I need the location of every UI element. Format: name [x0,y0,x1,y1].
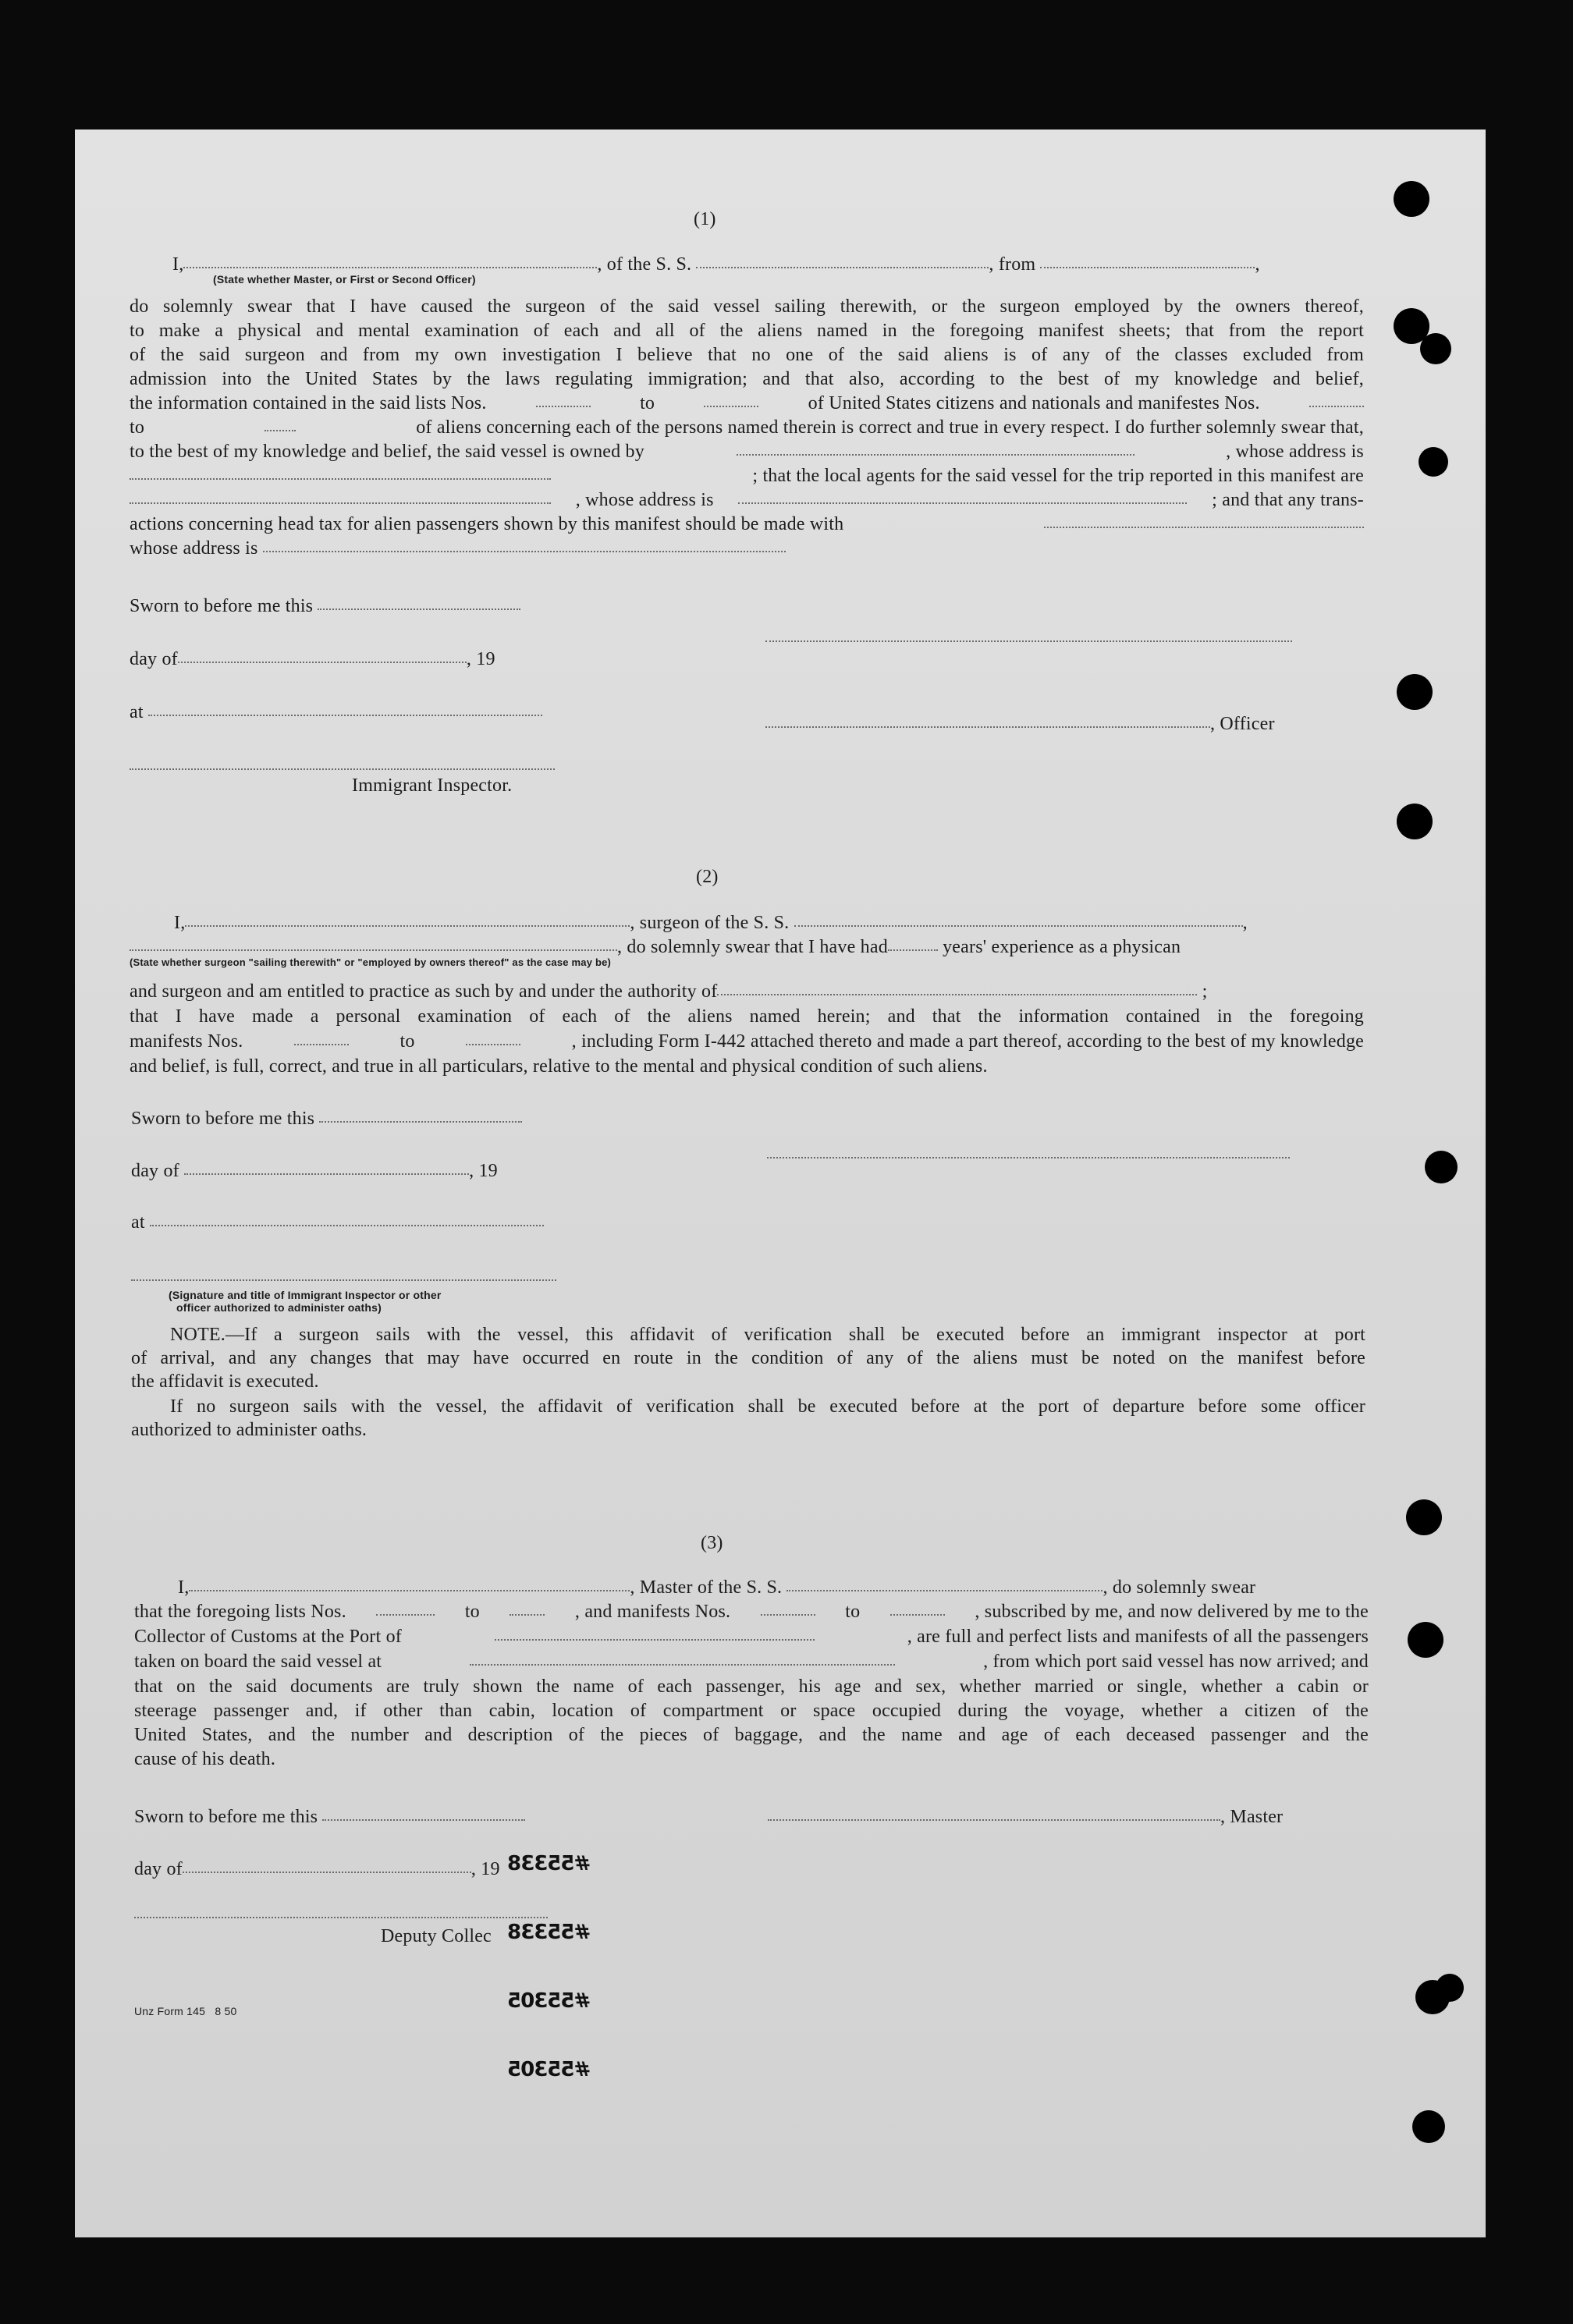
manifest-page [75,130,1486,2237]
day-field-1[interactable] [178,657,467,663]
body-line: do solemnly swear that I have caused the surgeon of the said vessel sailing therewith, or the surgeon employed by the owners thereof, [130,296,1364,317]
punch-hole [1419,447,1448,477]
inspector-signature-line-2[interactable] [131,1278,556,1281]
sworn-3: Sworn to before me this [134,1805,525,1829]
stamp-number: #55305 [508,1989,591,2013]
officer-name-field[interactable] [183,262,597,268]
body-line: that on the said documents are truly shown the name of each passenger, his age and sex, whether married or single, whether a cabin or [134,1676,1369,1697]
form-number: Unz Form 145 8 50 [134,2005,237,2017]
manifests-to-field-3[interactable] [890,1609,945,1616]
at-1: at [130,701,542,724]
body-line: United States, and the number and description of the pieces of baggage, and the name and age of each deceased passenger and the [134,1725,1369,1745]
master-vessel-field[interactable] [786,1585,1103,1591]
lists-to-field[interactable] [704,401,758,407]
years-field[interactable] [888,945,938,951]
surgeon-line: I, , surgeon of the S. S. , [174,913,1248,933]
punch-hole [1397,804,1433,839]
section-3-body [134,1675,1369,1771]
signature-note-1: (Signature and title of Immigrant Inspector or other [169,1289,442,1301]
manifests-to-field-2[interactable] [466,1039,520,1045]
authority-line: and surgeon and am entitled to practice as such by and under the authority of ; [130,981,1208,1002]
day-field-3[interactable] [183,1867,471,1873]
owner-field[interactable] [737,449,1134,456]
note-block [131,1323,1365,1442]
surgeon-name-field[interactable] [185,921,630,927]
deputy-collector-label: Deputy Collec [381,1926,492,1946]
aliens-line: to of aliens concerning each of the persons named therein is correct and true in every respect. I do further solemnly swear that, [130,417,1364,438]
surgeon-signature-line[interactable] [767,1155,1290,1158]
agents-field[interactable] [130,498,551,504]
punch-hole [1425,1151,1458,1183]
officer-field[interactable] [765,722,1210,728]
whose-address-line: whose address is [130,537,1364,560]
agents-address-line: , whose address is ; and that any trans- [130,488,1364,512]
stamp-number: #55338 [508,1921,591,1944]
lists-line: the information contained in the said lists Nos. to of United States citizens and nationals and manifestes Nos. [130,392,1364,415]
section-2-number: (2) [696,867,719,887]
master-signature-field[interactable] [768,1815,1220,1821]
lists-from-field[interactable] [536,401,591,407]
lists-to-field-3[interactable] [510,1609,545,1616]
head-tax-line: actions concerning head tax for alien passengers shown by this manifest should be made with [130,513,1364,536]
body-line: steerage passenger and, if other than cabin, location of compartment or space occupied during the voyage, whether a citizen of the [134,1701,1369,1721]
head-tax-field[interactable] [1044,522,1364,528]
sworn-date-field-1[interactable] [318,604,520,610]
authority-field[interactable] [717,989,1197,995]
manifests-from-field-3[interactable] [761,1609,815,1616]
punch-hole [1408,1622,1443,1658]
owner-line: to the best of my knowledge and belief, the said vessel is owned by , whose address is [130,442,1364,462]
section-3-number: (3) [701,1533,723,1553]
punch-hole [1397,674,1433,710]
lists-line-3: that the foregoing lists Nos. to , and manifests Nos. to , subscribed by me, and now delivered by me to the [134,1602,1369,1622]
punch-hole [1420,333,1451,364]
manifests-to-field[interactable] [265,425,296,431]
signature-note-2: officer authorized to administer oaths) [176,1301,382,1314]
day-field-2[interactable] [184,1169,469,1175]
surgeon-experience-line: , do solemnly swear that I have had years' experience as a physican [130,935,1181,959]
immigrant-inspector-label: Immigrant Inspector. [352,775,513,796]
surgeon-vessel-field[interactable] [794,921,1243,927]
note-line: authorized to administer oaths. [131,1420,368,1440]
sworn-2: Sworn to before me this [131,1107,522,1130]
owner-address-field[interactable] [130,474,551,480]
stamp-number: #55338 [508,1852,591,1875]
master-signature: , Master [768,1805,1283,1829]
body-line: admission into the United States by the laws regulating immigration; and that also, according to the best of my knowledge and belief, [130,369,1364,389]
day-of-2: day of , 19 [131,1161,498,1181]
manifests-from-field[interactable] [1309,401,1364,407]
punch-hole [1394,181,1429,217]
at-2: at [131,1211,544,1234]
section-1-body [130,295,1364,560]
exam-line: that I have made a personal examination of each of the aliens named herein; and that the information contained in the foregoing [130,1006,1364,1027]
collector-port-field[interactable] [495,1634,815,1641]
body-line: cause of his death. [134,1749,276,1769]
note-line: of arrival, and any changes that may have occurred en route in the condition of any of the aliens must be noted on the manifest before [131,1348,1365,1368]
agents-line: ; that the local agents for the said vessel for the trip reported in this manifest are [130,464,1364,488]
body-line: to make a physical and mental examination of each and all of the aliens named in the foregoing manifest sheets; that from the report [130,321,1364,341]
sworn-date-field-2[interactable] [319,1116,522,1123]
day-of-1: day of , 19 [130,649,495,669]
from-port-field[interactable] [1040,262,1255,268]
body-line: of the said surgeon and from my own investigation I believe that no one of the said aliens is of any of the classes excluded from [130,345,1364,365]
officer-signature: , Officer [765,712,1275,736]
boarding-port-field[interactable] [470,1659,895,1666]
punch-hole [1406,1499,1442,1535]
officer-signature-line[interactable] [765,639,1292,642]
at-field-2[interactable] [150,1220,544,1226]
deputy-signature-line[interactable] [134,1915,548,1918]
collector-line: Collector of Customs at the Port of , are full and perfect lists and manifests of all the passengers [134,1627,1369,1647]
note-line: If no surgeon sails with the vessel, the affidavit of verification shall be executed before at the port of departure before some officer [170,1396,1365,1417]
officer-note: (State whether Master, or First or Second Officer) [213,273,476,286]
section-1-number: (1) [694,209,716,229]
day-of-3: day of , 19 [134,1859,500,1879]
officer-line: I, , of the S. S. , from , [172,254,1260,275]
at-field-1[interactable] [148,710,542,716]
surgeon-note: (State whether surgeon "sailing therewith" or "employed by owners thereof" as the case may be) [130,956,612,968]
head-tax-address-field[interactable] [263,546,786,552]
taken-on-board-line: taken on board the said vessel at , from which port said vessel has now arrived; and [134,1652,1369,1672]
manifests-line-2: manifests Nos. to , including Form I-442 attached thereto and made a part thereof, according to the best of my knowledge [130,1031,1364,1052]
manifests-from-field-2[interactable] [294,1039,349,1045]
master-name-field[interactable] [189,1585,630,1591]
punch-hole [1412,2110,1445,2143]
note-line: the affidavit is executed. [131,1371,319,1392]
lists-from-field-3[interactable] [376,1609,435,1616]
inspector-signature-line[interactable] [130,767,555,770]
surgeon-status-field[interactable] [130,945,617,951]
master-line: I, , Master of the S. S. , do solemnly swear [178,1577,1256,1598]
belief-line: and belief, is full, correct, and true in all particulars, relative to the mental and physical condition of such aliens. [130,1056,988,1077]
sworn-date-field-3[interactable] [322,1815,525,1821]
agents-address-field[interactable] [738,498,1187,504]
punch-hole [1436,1974,1464,2002]
note-line: NOTE.—If a surgeon sails with the vessel, this affidavit of verification shall be executed before an immigrant inspector at port [170,1325,1365,1345]
vessel-name-field[interactable] [696,262,989,268]
stamp-number: #55305 [508,2058,591,2081]
sworn-1: Sworn to before me this [130,594,520,618]
